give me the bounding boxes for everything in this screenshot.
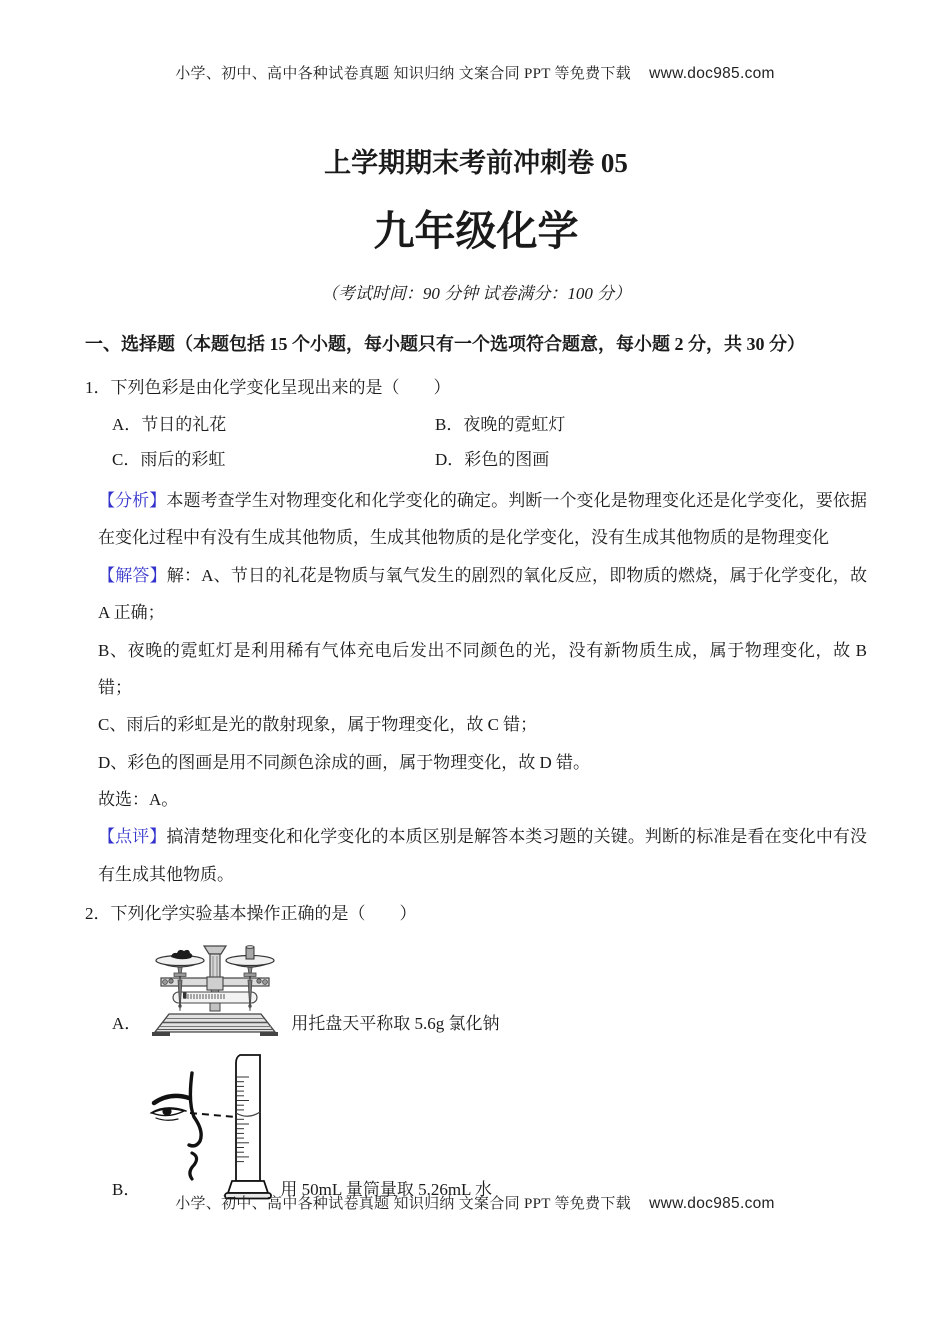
answer-text: 解：A、节日的礼花是物质与氧气发生的剧烈的氧化反应，即物质的燃烧，属于化学变化，故 A 正确； xyxy=(98,565,867,623)
q2-option-a-row xyxy=(85,945,867,1037)
answer-paragraph xyxy=(85,557,867,632)
question-1-stem: 1．下列色彩是由化学变化呈现出来的是（ ） xyxy=(85,377,451,397)
option-a: A．节日的礼花 xyxy=(112,415,227,435)
option-b: B．夜晚的霓虹灯 xyxy=(435,415,566,435)
analysis-text: 本题考查学生对物理变化和化学变化的确定。判断一个变化是物理变化还是化学变化，要依据在变化过程中有没有生成其他物质，生成其他物质的是化学变化，没有生成其他物质的是物理变化 xyxy=(98,490,868,548)
comment-paragraph xyxy=(85,818,867,893)
header-promo-text: 小学、初中、高中各种试卷真题 知识归纳 文案合同 PPT 等免费下载 xyxy=(175,66,632,82)
balance-base xyxy=(152,1014,278,1036)
subject-title: 九年级化学 xyxy=(373,208,579,255)
comment-text: 搞清楚物理变化和化学变化的本质区别是解答本类习题的关键。判断的标准是看在变化中有没有生成其他物质。 xyxy=(98,827,868,884)
q2-option-b-row xyxy=(85,1053,867,1203)
q2-option-b-caption: 用 50mL 量筒量取 5.26mL 水 xyxy=(280,1180,493,1200)
analysis-paragraph xyxy=(85,482,867,557)
graduated-cylinder xyxy=(225,1055,271,1199)
answer-label: 【解答】 xyxy=(98,565,167,585)
sight-dashed-line xyxy=(190,1113,236,1117)
section-heading: 一、选择题（本题包括 15 个小题，每小题只有一个选项符合题意，每小题 2 分，共 30 分） xyxy=(85,334,805,355)
sample-pile xyxy=(171,950,192,959)
document-body xyxy=(85,0,867,1203)
exam-meta: （考试时间：90 分钟 试卷满分：100 分） xyxy=(320,284,632,304)
answer-line-d: D、彩色的图画是用不同颜色涂成的画，属于物理变化，故 D 错。 xyxy=(98,752,591,772)
eye-graduated-cylinder-icon xyxy=(146,1053,274,1203)
q2-option-b-letter: B． xyxy=(112,1180,141,1200)
observer-eye xyxy=(151,1073,201,1179)
balance-scale-icon xyxy=(147,945,285,1037)
option-d: D．彩色的图画 xyxy=(435,450,550,470)
page-footer xyxy=(0,1192,950,1213)
answer-conclusion: 故选：A。 xyxy=(98,790,179,810)
balance-rider-scale xyxy=(173,992,257,1011)
option-c: C．雨后的彩虹 xyxy=(112,450,226,470)
answer-line-c: C、雨后的彩虹是光的散射现象，属于物理变化，故 C 错； xyxy=(98,715,538,735)
analysis-label: 【分析】 xyxy=(98,490,167,510)
footer-site-url[interactable]: www.doc985.com xyxy=(649,1195,775,1212)
footer-promo-text: 小学、初中、高中各种试卷真题 知识归纳 文案合同 PPT 等免费下载 xyxy=(175,1196,632,1212)
header-site-url[interactable]: www.doc985.com xyxy=(649,65,775,82)
question-2-stem: 2．下列化学实验基本操作正确的是（ ） xyxy=(85,904,417,924)
q2-option-a-caption: 用托盘天平称取 5.6g 氯化钠 xyxy=(291,1014,500,1034)
answer-line-b: B、夜晚的霓虹灯是利用稀有气体充电后发出不同颜色的光，没有新物质生成，属于物理变化，故 B 错； xyxy=(98,640,867,697)
comment-label: 【点评】 xyxy=(98,827,167,847)
q2-option-a-letter: A． xyxy=(112,1014,142,1034)
exam-title: 上学期期末考前冲刺卷 05 xyxy=(324,148,628,178)
question-1-options xyxy=(85,408,867,478)
